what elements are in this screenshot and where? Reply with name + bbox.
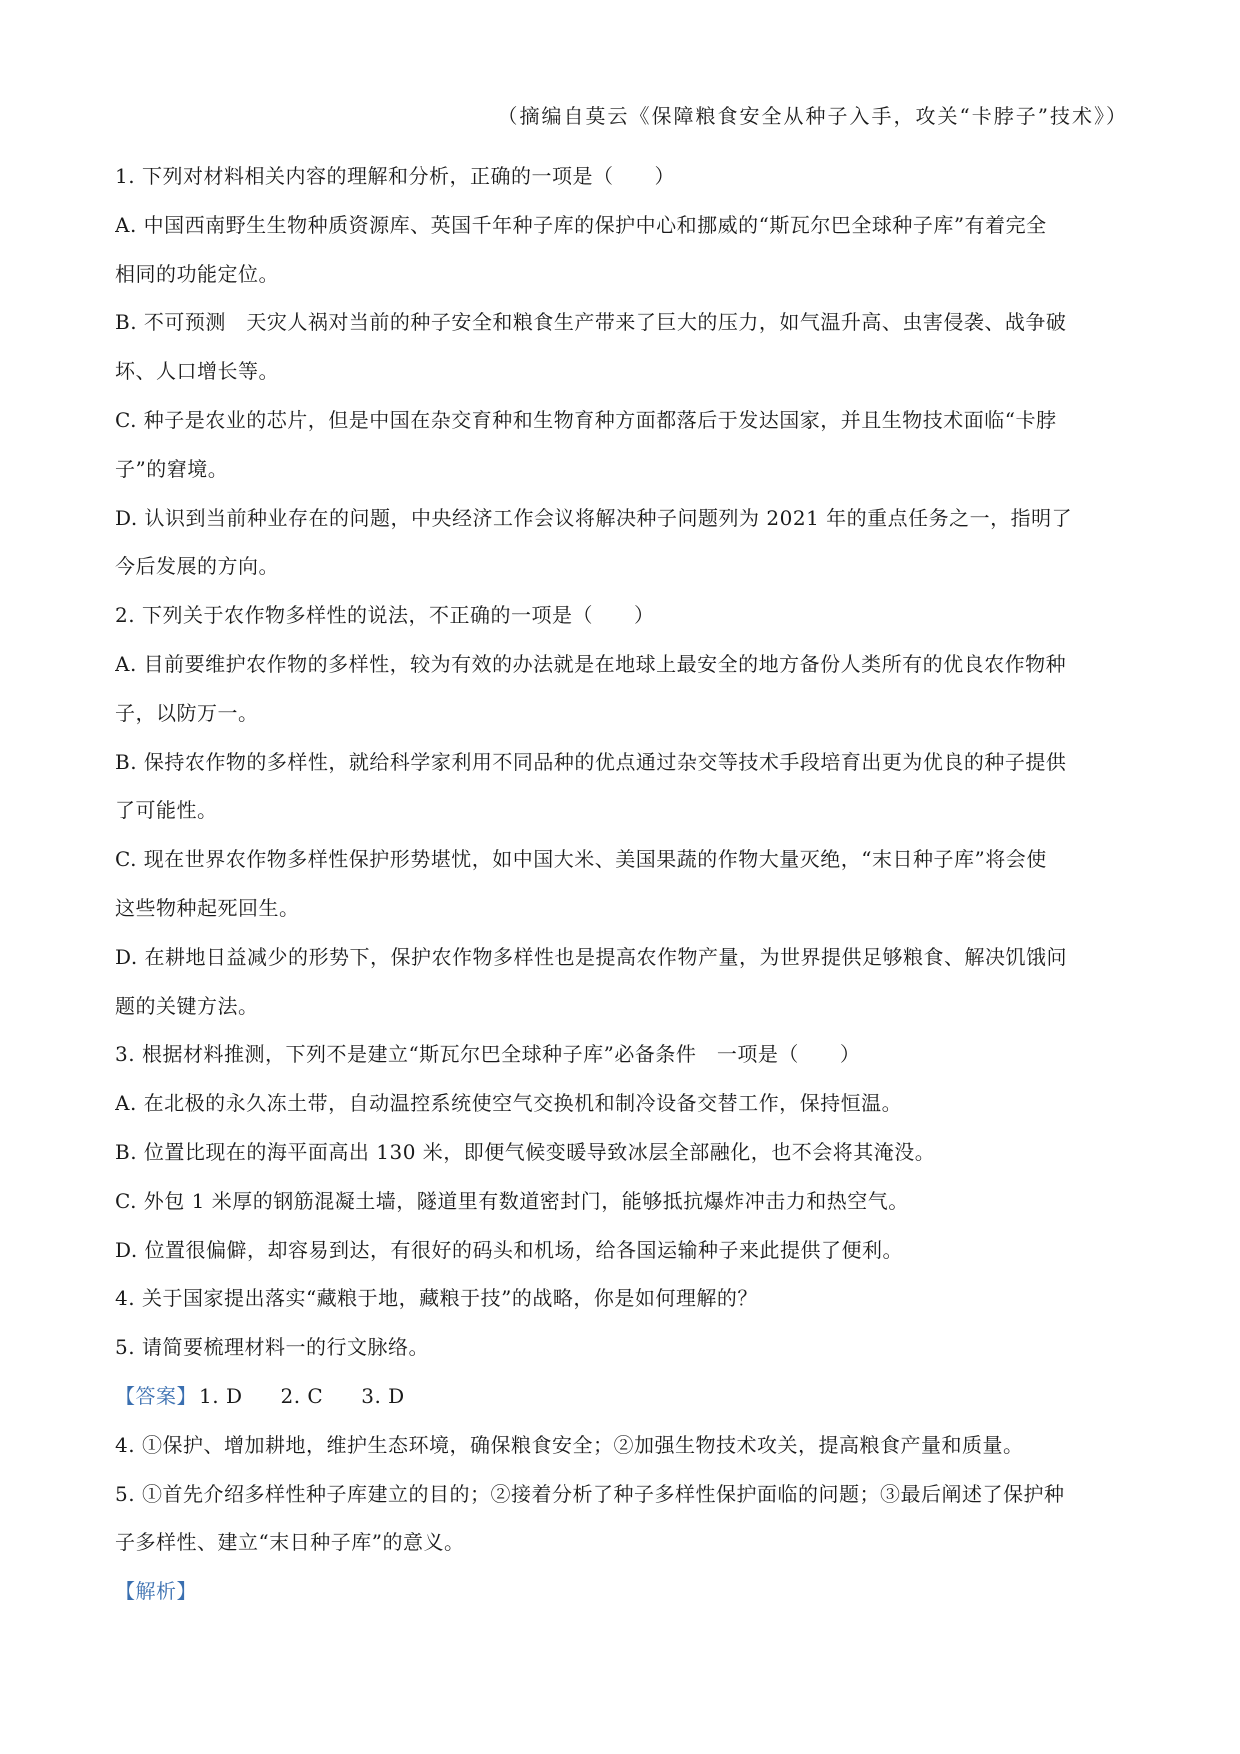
analysis-label: 【解析】 [115, 1579, 197, 1604]
question-4-stem: 4. 关于国家提出落实“藏粮于地，藏粮于技”的战略，你是如何理解的？ [115, 1286, 758, 1311]
question-1-option-b: B. 不可预测 天灾人祸对当前的种子安全和粮食生产带来了巨大的压力，如气温升高、虫害侵袭、战争破 [115, 310, 1067, 335]
answer-5-cont: 子多样性、建立“末日种子库”的意义。 [115, 1530, 465, 1555]
question-2-stem: 2. 下列关于农作物多样性的说法，不正确的一项是（ ） [115, 603, 655, 628]
question-3-option-d: D. 位置很偏僻，却容易到达，有很好的码头和机场，给各国运输种子来此提供了便利。 [115, 1237, 904, 1262]
question-2-option-b: B. 保持农作物的多样性，就给科学家利用不同品种的优点通过杂交等技术手段培育出更为优良的种子提供 [115, 749, 1067, 774]
answer-5: 5. ①首先介绍多样性种子库建立的目的；②接着分析了种子多样性保护面临的问题；③最后阐述了保护种 [115, 1481, 1065, 1506]
question-2-option-d-cont: 题的关键方法。 [115, 993, 259, 1018]
question-1-option-c-cont: 子”的窘境。 [115, 456, 229, 481]
question-1-stem: 1. 下列对材料相关内容的理解和分析，正确的一项是（ ） [115, 164, 675, 188]
answer-line [115, 1372, 1130, 1421]
question-1-option-a-cont: 相同的功能定位。 [115, 261, 279, 286]
question-1-option-d-cont: 今后发展的方向。 [115, 554, 279, 579]
question-3-stem: 3. 根据材料推测，下列不是建立“斯瓦尔巴全球种子库”必备条件 一项是（ ） [115, 1042, 861, 1067]
answer-4: 4. ①保护、增加耕地，维护生态环境，确保粮食安全；②加强生物技术攻关，提高粮食产量和质量。 [115, 1432, 1024, 1457]
source-citation: （摘编自莫云《保障粮食安全从种子入手，攻关“卡脖子”技术》） [497, 104, 1128, 128]
answer-1: 1. D [199, 1383, 243, 1408]
question-1-option-a: A. 中国西南野生生物种质资源库、英国千年种子库的保护中心和挪威的“斯瓦尔巴全球种子库”有着完全 [115, 212, 1047, 237]
question-1-option-d: D. 认识到当前种业存在的问题，中央经济工作会议将解决种子问题列为 2021 年的重点任务之一，指明了 [115, 505, 1073, 530]
question-2-option-d: D. 在耕地日益减少的形势下，保护农作物多样性也是提高农作物产量，为世界提供足够粮食、解决饥饿问 [115, 944, 1068, 969]
question-3-option-c: C. 外包 1 米厚的钢筋混凝土墙，隧道里有数道密封门，能够抵抗爆炸冲击力和热空气。 [115, 1188, 909, 1213]
question-2-option-c: C. 现在世界农作物多样性保护形势堪忧，如中国大米、美国果蔬的作物大量灭绝，“末日种子库”将会使 [115, 847, 1047, 872]
question-2-option-c-cont: 这些物种起死回生。 [115, 895, 300, 920]
question-1-option-c: C. 种子是农业的芯片，但是中国在杂交育种和生物育种方面都落后于发达国家，并且生物技术面临“卡脖 [115, 407, 1057, 432]
question-content [115, 152, 1130, 1616]
question-1-option-b-cont: 坏、人口增长等。 [115, 359, 279, 384]
question-3-option-a: A. 在北极的永久冻土带，自动温控系统使空气交换机和制冷设备交替工作，保持恒温。 [115, 1091, 903, 1116]
question-3-option-b: B. 位置比现在的海平面高出 130 米，即便气候变暖导致冰层全部融化，也不会将其淹没。 [115, 1139, 936, 1164]
answer-3: 3. D [361, 1383, 405, 1408]
question-2-option-a: A. 目前要维护农作物的多样性，较为有效的办法就是在地球上最安全的地方备份人类所有的优良农作物种 [115, 651, 1067, 676]
answer-label: 【答案】 [115, 1383, 197, 1408]
question-2-option-a-cont: 子，以防万一。 [115, 700, 259, 725]
answer-2: 2. C [280, 1383, 324, 1408]
question-2-option-b-cont: 了可能性。 [115, 798, 218, 823]
question-5-stem: 5. 请简要梳理材料一的行文脉络。 [115, 1335, 429, 1360]
